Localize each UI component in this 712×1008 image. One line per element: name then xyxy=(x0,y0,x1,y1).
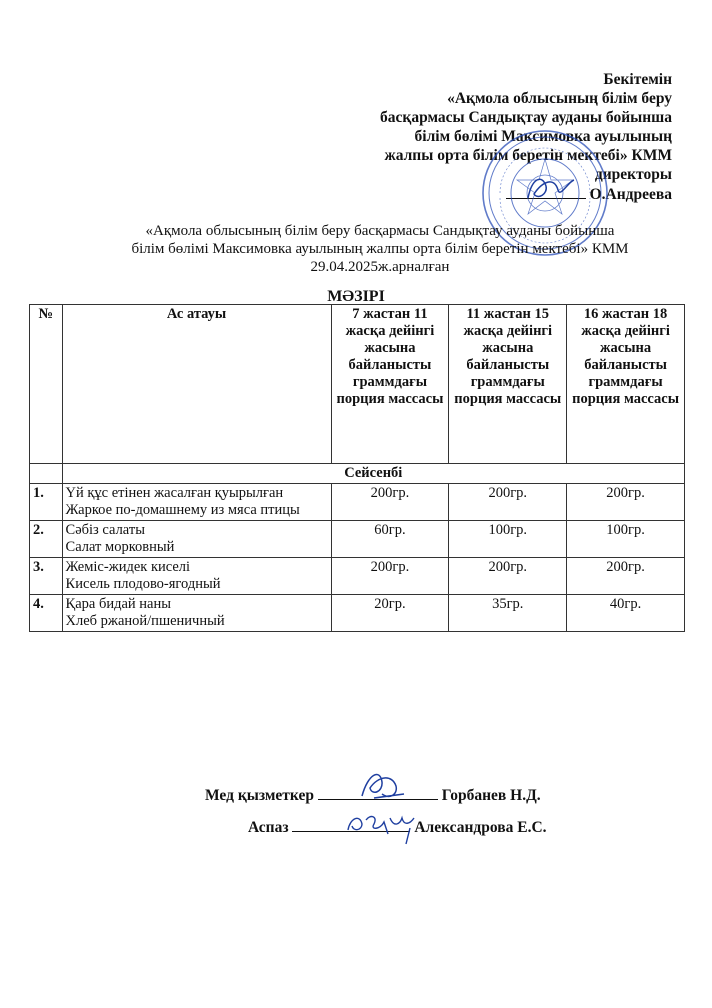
grams-age-11-15: 200гр. xyxy=(449,484,567,521)
menu-title: МӘЗІРІ xyxy=(327,288,385,305)
med-worker-name: Горбанев Н.Д. xyxy=(441,787,541,804)
table-row xyxy=(30,521,685,558)
grams-age-7-11: 20гр. xyxy=(331,595,449,632)
grams-age-16-18: 200гр. xyxy=(567,558,685,595)
approval-line-5: жалпы орта білім беретін мектебі» КММ xyxy=(384,147,672,164)
table-row xyxy=(30,558,685,595)
dish-name xyxy=(62,595,331,632)
approval-line-2: «Ақмола облысының білім беру xyxy=(447,90,672,107)
dish-name-kz: Жеміс-жидек киселі xyxy=(65,559,191,575)
header-age-7-11: 7 жастан 11 жасқа дейінгі жасына байланысты граммдағы порция массасы xyxy=(331,305,449,464)
med-worker-signature-icon xyxy=(352,764,412,804)
header-line-1: «Ақмола облысының білім беру басқармасы Сандықтау ауданы бойынша xyxy=(145,223,615,239)
cook-signature-icon xyxy=(340,804,420,848)
header-age-11-15: 11 жастан 15 жасқа дейінгі жасына байланысты граммдағы порция массасы xyxy=(449,305,567,464)
cook-name: Александрова Е.С. xyxy=(414,819,547,836)
header-num: № xyxy=(30,305,63,464)
dish-name-kz: Қара бидай наны xyxy=(65,596,171,612)
dish-name-ru: Жаркое по-домашнему из мяса птицы xyxy=(65,502,300,518)
grams-age-7-11: 200гр. xyxy=(331,484,449,521)
director-name: О.Андреева xyxy=(589,186,672,203)
approval-line-4: білім бөлімі Максимовка ауылының xyxy=(414,128,672,145)
header-age-16-18: 16 жастан 18 жасқа дейінгі жасына байланысты граммдағы порция массасы xyxy=(567,305,685,464)
dish-name-kz: Сәбіз салаты xyxy=(65,522,145,538)
dish-name xyxy=(62,558,331,595)
day-row xyxy=(30,464,685,484)
dish-name-ru: Кисель плодово-ягодный xyxy=(65,576,221,592)
grams-age-7-11: 60гр. xyxy=(331,521,449,558)
director-signature-icon xyxy=(520,168,580,208)
day-label: Сейсенбі xyxy=(62,464,684,484)
header-dish-name: Ас атауы xyxy=(62,305,331,464)
row-num: 3. xyxy=(30,558,63,595)
approval-line-3: басқармасы Сандықтау ауданы бойынша xyxy=(380,109,672,126)
grams-age-16-18: 200гр. xyxy=(567,484,685,521)
grams-age-7-11: 200гр. xyxy=(331,558,449,595)
dish-name-ru: Салат морковный xyxy=(65,539,175,555)
approval-line-1: Бекітемін xyxy=(603,71,672,88)
table-row xyxy=(30,595,685,632)
grams-age-11-15: 200гр. xyxy=(449,558,567,595)
row-num: 4. xyxy=(30,595,63,632)
header-date: 29.04.2025ж.арналған xyxy=(310,259,450,275)
row-num: 2. xyxy=(30,521,63,558)
table-row xyxy=(30,484,685,521)
dish-name-ru: Хлеб ржаной/пшеничный xyxy=(65,613,225,629)
grams-age-11-15: 100гр. xyxy=(449,521,567,558)
cook-label: Аспаз xyxy=(248,819,289,836)
document-header xyxy=(60,222,700,276)
table-header-row xyxy=(30,305,685,464)
approval-line-6: директоры xyxy=(594,166,672,183)
dish-name xyxy=(62,521,331,558)
grams-age-16-18: 100гр. xyxy=(567,521,685,558)
header-line-2: білім бөлімі Максимовка ауылының жалпы орта білім беретін мектебі» КММ xyxy=(131,241,629,257)
dish-name xyxy=(62,484,331,521)
grams-age-16-18: 40гр. xyxy=(567,595,685,632)
menu-table xyxy=(29,304,685,632)
grams-age-11-15: 35гр. xyxy=(449,595,567,632)
dish-name-kz: Үй құс етінен жасалған қуырылған xyxy=(65,485,284,501)
med-worker-label: Мед қызметкер xyxy=(205,787,314,804)
row-num: 1. xyxy=(30,484,63,521)
day-empty-cell xyxy=(30,464,63,484)
